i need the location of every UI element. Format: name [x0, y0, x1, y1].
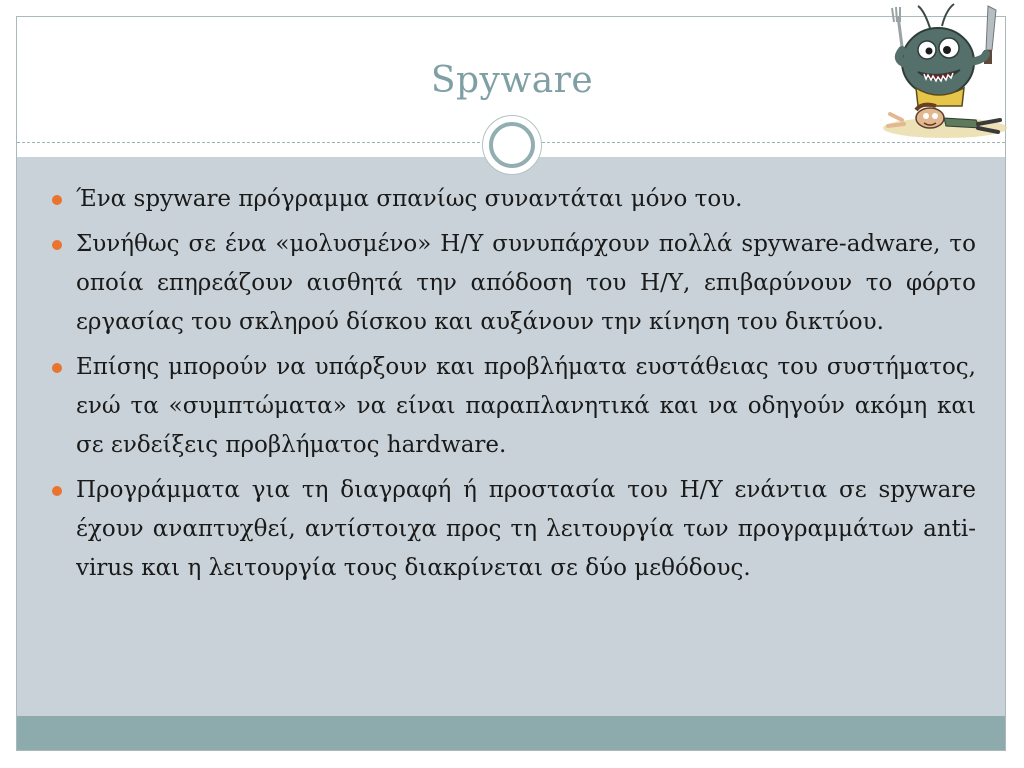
footer-bar [17, 716, 1005, 750]
bullet-item [50, 180, 976, 219]
bullet-text: Συνήθως σε ένα «μολυσμένο» Η/Υ συνυπάρχουν πολλά spyware-adware, το οποία επηρεάζουν αισθητά την απόδοση του Η/Υ, επιβαρύνουν το φόρτο εργασίας του σκληρού δίσκου και αυξάνουν την κίνηση του δικτύου. [76, 231, 976, 335]
bullet-text: Προγράμματα για τη διαγραφή ή προστασία του Η/Υ ενάντια σε spyware έχουν αναπτυχθεί, αντίστοιχα προς τη λειτουργία των προγραμμάτων anti-virus και η λειτουργία τους διακρίνεται σε δύο μεθόδους. [76, 477, 976, 581]
circle-ornament-icon [482, 115, 542, 175]
bullet-item [50, 471, 976, 588]
bullet-text: Επίσης μπορούν να υπάρξουν και προβλήματα ευστάθειας του συστήματος, ενώ τα «συμπτώματα» να είναι παραπλανητικά και να οδηγούν ακόμη και σε ενδείξεις προβλήματος hardware. [76, 354, 976, 458]
bullet-text: Ένα spyware πρόγραμμα σπανίως συναντάται μόνο του. [76, 186, 743, 212]
bullet-item [50, 225, 976, 342]
bullet-dot-icon [52, 363, 62, 373]
bullet-dot-icon [52, 240, 62, 250]
spyware-monster-illustration-icon [880, 2, 1010, 142]
bullet-dot-icon [52, 195, 62, 205]
bullet-dot-icon [52, 486, 62, 496]
bullet-item [50, 348, 976, 465]
bullet-list [50, 180, 976, 594]
slide-title: Spyware [430, 60, 594, 101]
